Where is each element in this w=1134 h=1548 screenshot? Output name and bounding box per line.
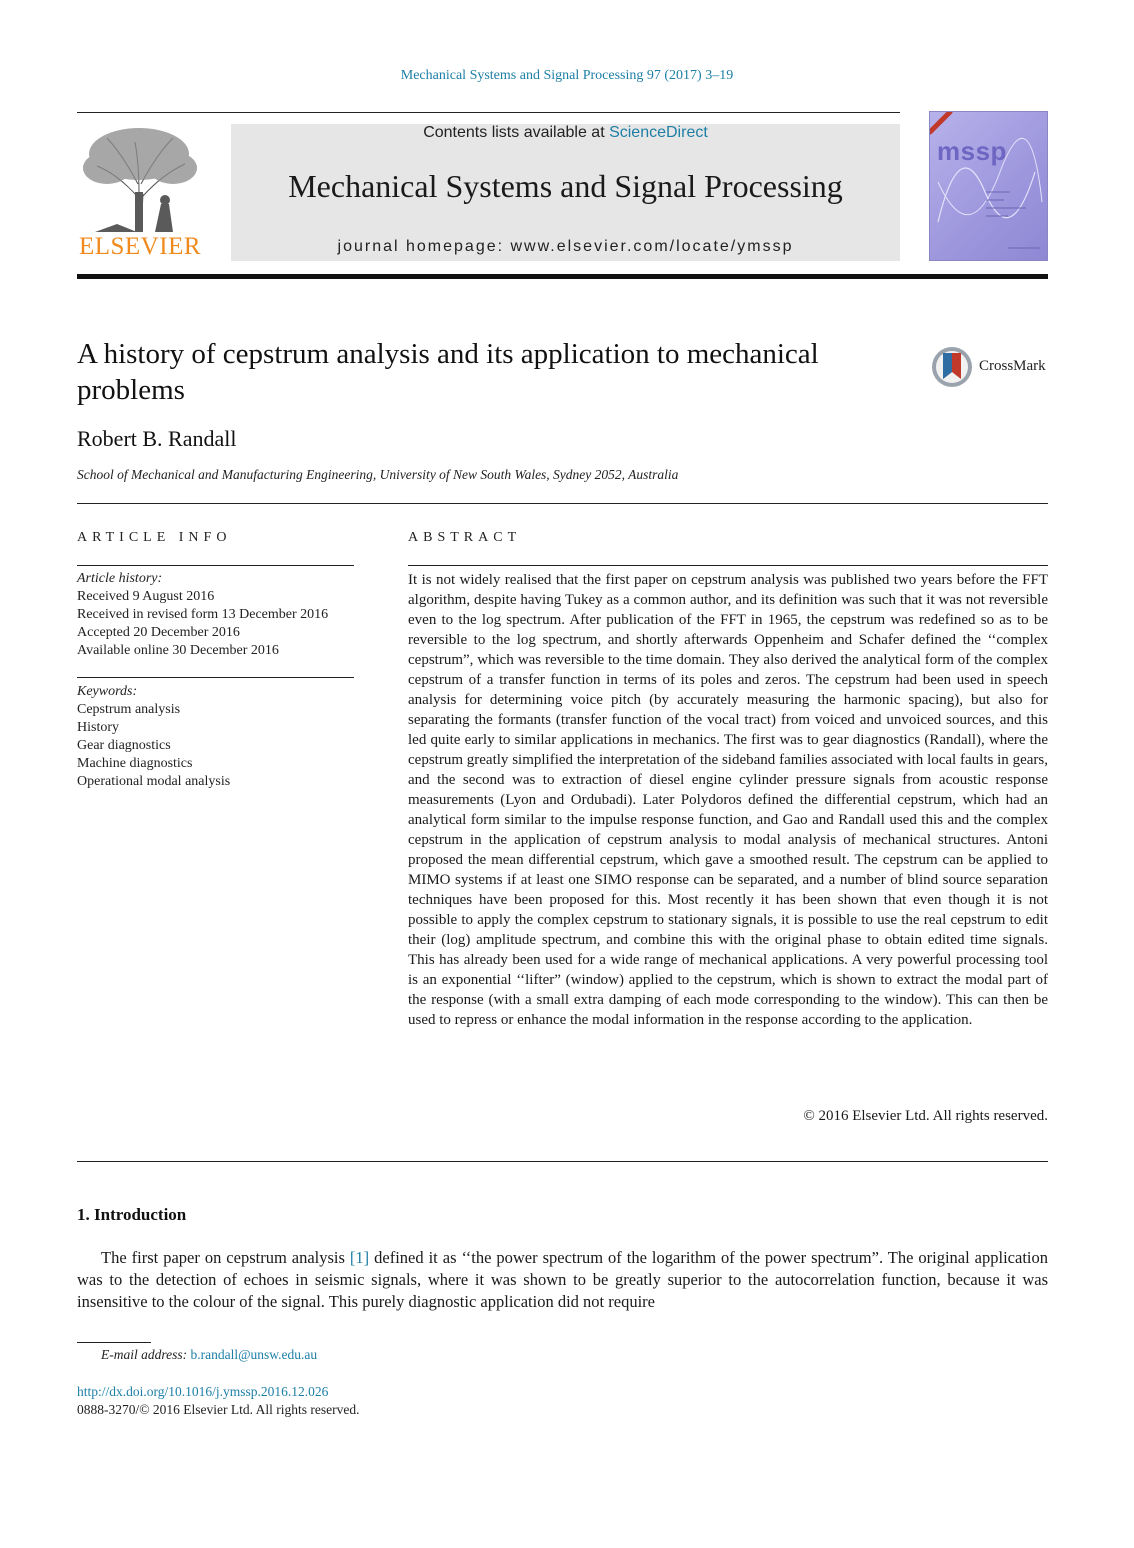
email-label: E-mail address: (101, 1347, 191, 1362)
history-received: Received 9 August 2016 (77, 589, 215, 604)
contents-line (231, 124, 900, 142)
doi-link[interactable]: http://dx.doi.org/10.1016/j.ymssp.2016.12.026 (77, 1384, 329, 1399)
front-matter-rule (77, 503, 1048, 504)
introduction-paragraph (77, 1247, 1048, 1313)
keywords (77, 683, 377, 791)
abstract-copyright: © 2016 Elsevier Ltd. All rights reserved. (803, 1108, 1048, 1124)
journal-header-box (231, 124, 900, 261)
author-name: Robert B. Randall (77, 426, 237, 451)
paper-title: A history of cepstrum analysis and its application to mechanical problems (77, 338, 819, 406)
cover-title: mssp (937, 136, 1007, 166)
abstract-heading: ABSTRACT (408, 530, 522, 545)
elsevier-wordmark: ELSEVIER (78, 233, 202, 260)
keyword-item: Cepstrum analysis (77, 702, 181, 717)
issn-copyright: 0888-3270/© 2016 Elsevier Ltd. All rights reserved. (77, 1402, 360, 1417)
article-info-rule (77, 565, 354, 566)
introduction-body (77, 1247, 1048, 1313)
journal-citation[interactable]: Mechanical Systems and Signal Processing 97 (2017) 3–19 (400, 68, 734, 83)
author-email (101, 1347, 317, 1363)
abstract-body (408, 570, 1048, 1030)
keyword-item: History (77, 720, 119, 735)
abstract-rule (408, 565, 1048, 566)
crossmark-badge[interactable] (930, 345, 1050, 389)
elsevier-logo[interactable] (77, 124, 203, 261)
journal-homepage (231, 238, 900, 256)
abstract-end-rule (77, 1161, 1048, 1162)
abstract-text: It is not widely realised that the first paper on cepstrum analysis was published two years before the FFT algorithm, despite having Tukey as a common author, and its definition was such that it was not reversible even to the log spectrum. After publication of the FFT in 1965, the cepstrum was redefined so as to be reversible to the log spectrum, and shortly afterwards Oppenheim and Schafer defined the ‘‘complex cepstrum”, which was reversible to the time domain. They also derived the analytical form of the complex cepstrum of a transfer function in terms of its poles and zeros. The cepstrum had been used in speech analysis for determining voice pitch (by accurately measuring the harmonic spacing), but also for separating the formants (transfer function of the vocal tract) from voiced and unvoiced sources, and this led quite early to similar applications in mechanics. The first was to gear diagnostics (Randall), where the cepstrum greatly simplified the interpretation of the sideband families associated with local faults in gears, and the second was to extraction of diesel engine cylinder pressure signals from acoustic response measurements (Lyon and Ordubadi). Later Polydoros defined the differential cepstrum, which had an analytical form similar to the impulse response function, and Gao and Randall used this and the complex cepstrum in the application of cepstrum analysis to modal analysis of mechanical structures. Antoni proposed the mean differential cepstrum, which gave a smoothed result. The cepstrum can be applied to MIMO systems if at least one SIMO response can be separated, and a number of blind source separation techniques have been proposed for this. Most recently it has been shown that even though it is not possible to apply the complex cepstrum to stationary signals, it is possible to use the real cepstrum to edit their (log) amplitude spectrum, and combine this with the original phase to obtain edited time signals. This has already been used for a wide range of mechanical applications. A very powerful processing tool is an exponential ‘‘lifter” (window) applied to the cepstrum, which is shown to extract the modal part of the response (with a small extra damping of each mode corresponding to the window). This can then be used to repress or enhance the modal information in the response according to the application. (408, 572, 1048, 1028)
intro-text-rest: defined it as ‘‘the power spectrum of the logarithm of the power spectrum”. The original application was to the detection of echoes in seismic signals, where it was shown to be greatly superior to the autocorrelation function, because it was insensitive to the colour of the signal. This purely diagnostic application did not require (77, 1248, 1048, 1311)
article-history (77, 570, 377, 660)
footnote-rule (77, 1342, 151, 1343)
homepage-prefix: journal homepage: (337, 238, 511, 255)
keywords-rule (77, 677, 354, 678)
history-online: Available online 30 December 2016 (77, 643, 279, 658)
introduction-heading: 1. Introduction (77, 1205, 187, 1224)
elsevier-tree-icon (77, 124, 203, 234)
keyword-item: Machine diagnostics (77, 756, 193, 771)
article-history-label: Article history: (77, 571, 163, 586)
crossmark-label: CrossMark (979, 358, 1046, 374)
cover-wave-icon (930, 112, 1048, 261)
homepage-link[interactable]: www.elsevier.com/locate/ymssp (510, 238, 794, 255)
author-affiliation: School of Mechanical and Manufacturing Engineering, University of New South Wales, Sydney 2052, Australia (77, 467, 679, 482)
journal-title: Mechanical Systems and Signal Processing (288, 168, 843, 204)
keyword-item: Operational modal analysis (77, 774, 231, 789)
crossmark-icon (930, 345, 974, 389)
contents-prefix: Contents lists available at (423, 124, 610, 141)
history-revised: Received in revised form 13 December 2016 (77, 607, 329, 622)
email-link[interactable]: b.randall@unsw.edu.au (190, 1347, 318, 1362)
intro-text-start: The first paper on cepstrum analysis (101, 1248, 350, 1267)
journal-cover-thumbnail[interactable] (929, 111, 1048, 261)
header-top-rule (77, 112, 900, 113)
header-thick-rule (77, 274, 1048, 279)
article-info-heading: ARTICLE INFO (77, 530, 232, 545)
keyword-item: Gear diagnostics (77, 738, 171, 753)
keywords-label: Keywords: (77, 684, 138, 699)
sciencedirect-link[interactable]: ScienceDirect (609, 124, 708, 141)
history-accepted: Accepted 20 December 2016 (77, 625, 240, 640)
reference-link[interactable]: [1] (349, 1248, 370, 1267)
